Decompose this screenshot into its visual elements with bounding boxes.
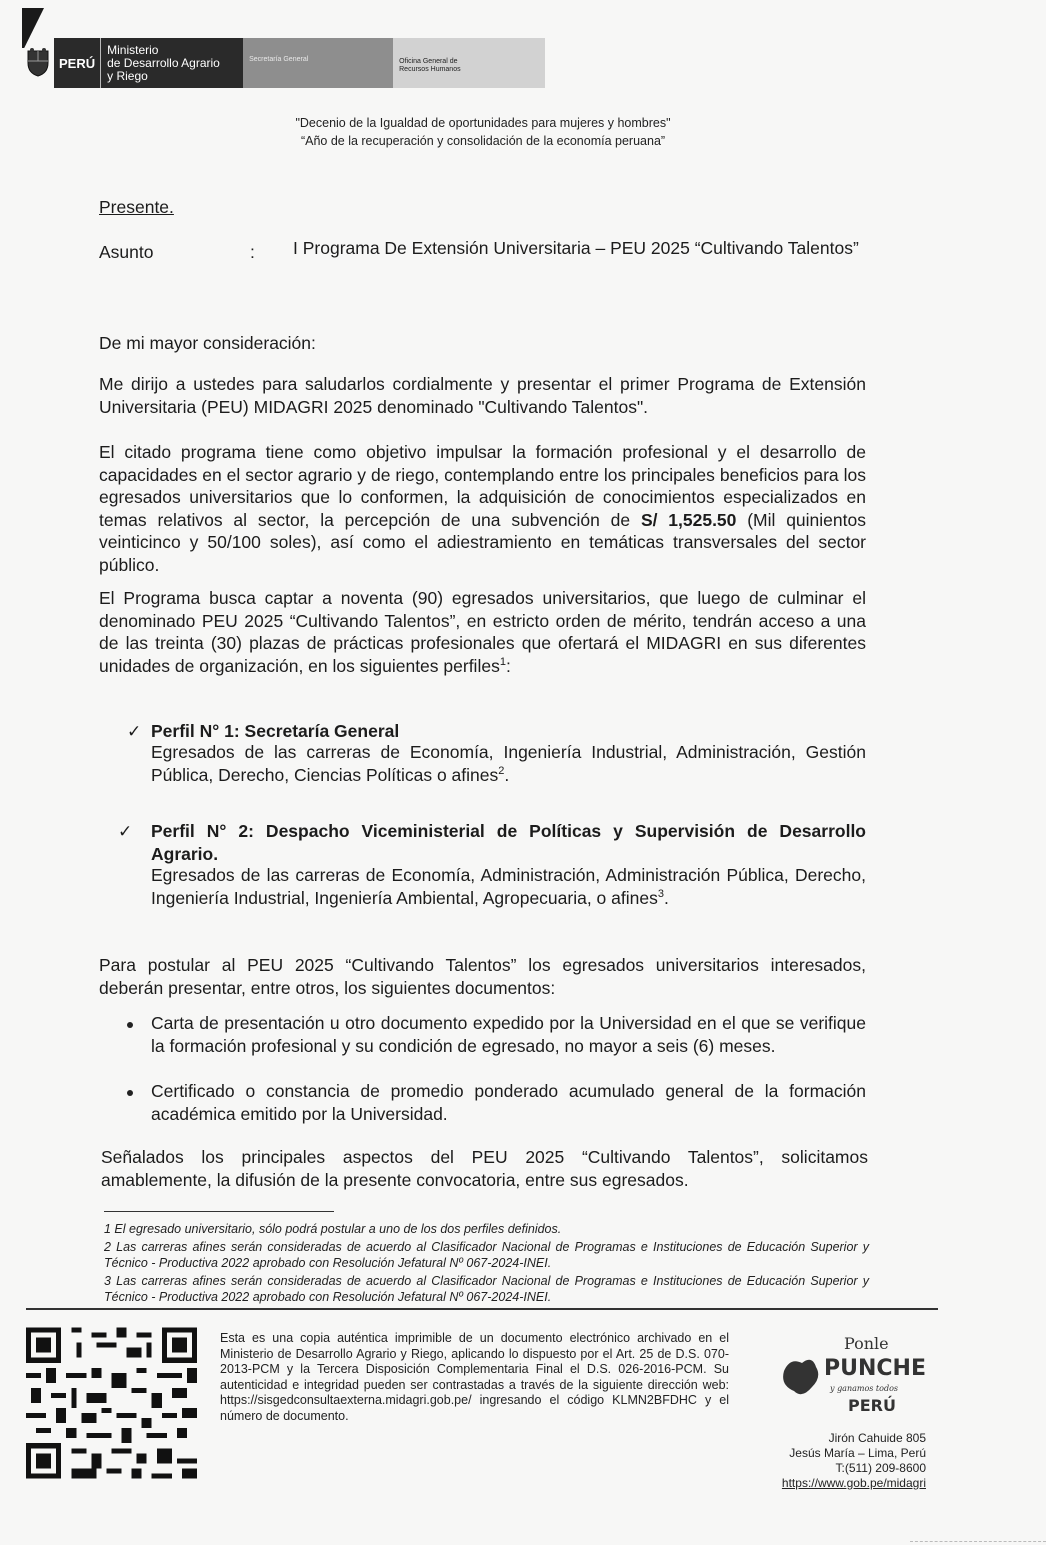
- footer-divider: [26, 1308, 938, 1310]
- program-text: El Programa busca captar a noventa (90) egresados universitarios, que luego de culminar el denominado PEU 2025 “Cultivando Talentos”, en estricto orden de mérito, tendrán acceso a una de las treinta (30) plazas de prácticas profesionales que ofertará el MIDAGRI en sus diferentes unidades de organización, en los siguientes perfiles: [99, 588, 866, 676]
- logo-peru: PERÚ: [848, 1396, 896, 1415]
- salutation-presente: Presente.: [99, 197, 174, 217]
- secretaria-label: Secretaría General: [243, 38, 393, 88]
- requirement-item: Carta de presentación u otro documento expedido por la Universidad en el que se verifique la formación profesional y su condición de egresado, no mayor a seis (6) meses.: [151, 1013, 866, 1056]
- ministry-line: Ministerio: [107, 43, 159, 57]
- perfil-2-title: Perfil N° 2: Despacho Viceministerial de Políticas y Supervisión de Desarrollo Agrario.: [151, 821, 866, 864]
- paragraph-program: [99, 587, 866, 677]
- coat-of-arms-icon: [22, 38, 54, 88]
- ministry-line: y Riego: [107, 69, 148, 83]
- perfil-2-end: .: [663, 887, 669, 908]
- asunto-colon: :: [250, 242, 255, 262]
- qr-code-icon: [26, 1326, 197, 1480]
- paragraph-closing: Señalados los principales aspectos del PEU 2025 “Cultivando Talentos”, solicitamos amablemente, la difusión de la presente convocatoria, entre sus egresados.: [101, 1147, 868, 1190]
- oficina-line: Oficina General de: [399, 58, 458, 65]
- footnote-ref: 1: [499, 655, 506, 668]
- footnote-2: 2 Las carreras afines serán consideradas de acuerdo al Clasificador Nacional de Programas e Instituciones de Educación Superior y Técnico - Productiva 2022 aprobado con Resolución Jefatural Nº 067-2024-INEI.: [104, 1240, 869, 1270]
- requirement-item: Certificado o constancia de promedio ponderado acumulado general de la formación académica emitido por la Universidad.: [151, 1081, 866, 1124]
- asunto-text: I Programa De Extensión Universitaria – PEU 2025 “Cultivando Talentos”: [293, 238, 859, 258]
- objective-text: (Mil quinientos veinticinco y 50/100 soles), así como el adiestramiento en temáticas transversales del sector público.: [99, 509, 866, 575]
- country-label: PERÚ: [54, 38, 101, 88]
- website-link[interactable]: https://www.gob.pe/midagri: [781, 1476, 926, 1490]
- address-line: Jesús María – Lima, Perú: [789, 1446, 926, 1460]
- logo-punche: PUNCHE: [824, 1356, 926, 1381]
- year-motto: “Año de la recuperación y consolidación de la economía peruana”: [300, 134, 666, 148]
- institution-logo-bar: [22, 38, 545, 88]
- paragraph-requirements: Para postular al PEU 2025 “Cultivando Talentos” los egresados universitarios interesados, deberán presentar, entre otros, los siguientes documentos:: [99, 955, 866, 998]
- footnote-ref: 2: [498, 764, 505, 777]
- decenio-motto: "Decenio de la Igualdad de oportunidades para mujeres y hombres": [295, 116, 671, 130]
- logo-ponle: Ponle: [844, 1334, 889, 1353]
- footnote-ref: 3: [657, 887, 664, 900]
- perfil-1-title: Perfil N° 1: Secretaría General: [151, 721, 400, 741]
- program-text-end: :: [505, 655, 511, 676]
- logo-ganamos: y ganamos todos: [830, 1384, 898, 1393]
- perfil-1-end: .: [504, 764, 510, 785]
- subsidy-amount: S/ 1,525.50: [640, 509, 737, 530]
- address-block: [740, 1431, 926, 1491]
- check-icon: ✓: [127, 722, 142, 741]
- ponle-punche-logo: [772, 1333, 932, 1423]
- address-line: Jirón Cahuide 805: [828, 1431, 926, 1445]
- bullet-icon: [127, 1090, 133, 1096]
- objective-text: El citado programa tiene como objetivo impulsar la formación profesional y el desarrollo de capacidades en el sector agrario y de riego, contemplando entre los principales beneficios para los egresados universitarios que lo conformen, la adquisición de conocimientos especializados en temas relativos al sector, la percepción de una subvención de: [99, 442, 866, 530]
- authenticity-notice: Esta es una copia auténtica imprimible de un documento electrónico archivado en el Ministerio de Desarrollo Agrario y Riego, aplicando lo dispuesto por el Art. 25 de D.S. 070-2013-PCM y la Tercera Disposición Complementaria Final el D.S. 026-2016-PCM. Su autenticidad e integridad pueden ser contrastadas a través de la siguiente dirección web: https://sisgedconsultaexterna.midagri.gob.pe/ ingresando el código KLMN2BFDHC y el número de documento.: [220, 1331, 729, 1423]
- page-edge-marker: [910, 1541, 1046, 1542]
- check-icon: ✓: [118, 822, 133, 841]
- bullet-icon: [127, 1022, 133, 1028]
- perfil-1-text: Egresados de las carreras de Economía, Ingeniería Industrial, Administración, Gestión Pública, Derecho, Ciencias Políticas o afines: [151, 742, 866, 785]
- paragraph-objective: [99, 441, 866, 576]
- asunto-label: Asunto: [99, 242, 154, 262]
- footnote-3: 3 Las carreras afines serán consideradas de acuerdo al Clasificador Nacional de Programas e Instituciones de Educación Superior y Técnico - Productiva 2022 aprobado con Resolución Jefatural Nº 067-2024-INEI.: [104, 1274, 869, 1304]
- paragraph-intro: Me dirijo a ustedes para saludarlos cordialmente y presentar el primer Programa de Extensión Universitaria (PEU) MIDAGRI 2025 denominado "Cultivando Talentos".: [99, 374, 866, 417]
- perfil-2-text: Egresados de las carreras de Economía, Administración, Administración Pública, Derecho, Ingeniería Industrial, Ingeniería Ambiental, Agropecuaria, o afines: [151, 865, 866, 908]
- oficina-line: Recursos Humanos: [399, 66, 461, 73]
- footnote-divider: [104, 1211, 334, 1212]
- phone: T:(511) 209-8600: [835, 1461, 926, 1475]
- greeting: De mi mayor consideración:: [99, 333, 316, 353]
- footnote-1: 1 El egresado universitario, sólo podrá postular a uno de los dos perfiles definidos.: [104, 1222, 562, 1236]
- ministry-line: de Desarrollo Agrario: [107, 56, 220, 70]
- oficina-label: [393, 38, 545, 88]
- ministry-name: [101, 38, 243, 88]
- perfil-1-description: [151, 741, 866, 786]
- perfil-2-description: [151, 864, 866, 909]
